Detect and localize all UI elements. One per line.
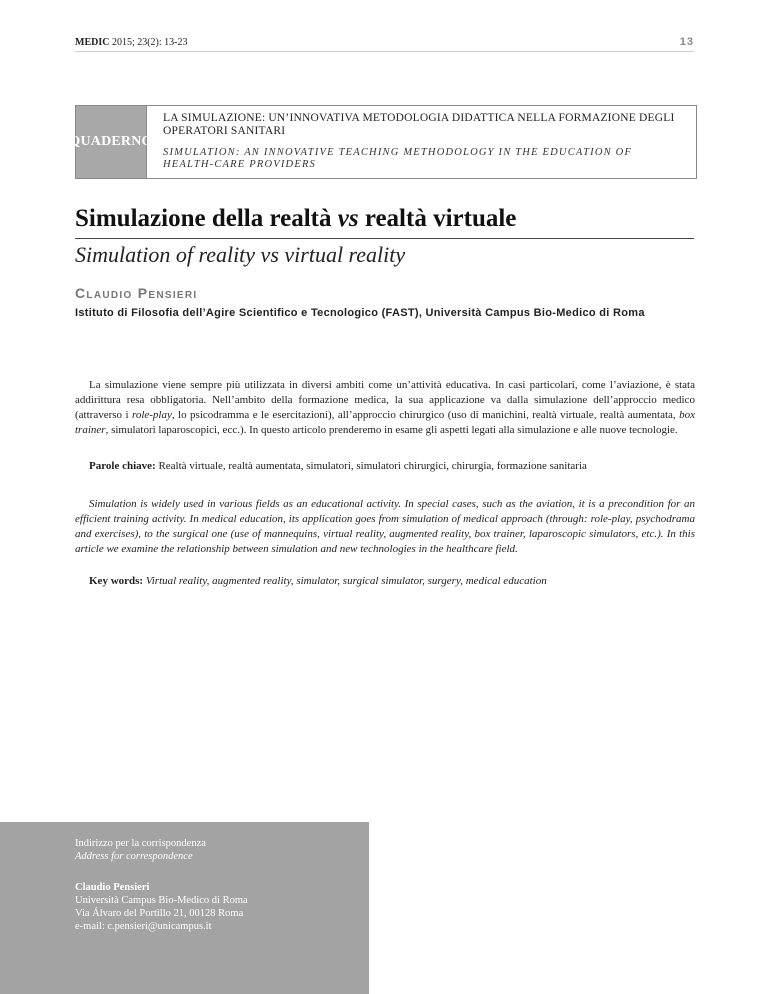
correspondence-box [0,822,369,994]
correspondence-heading-italian: Indirizzo per la corrispondenza [75,838,206,849]
section-title-italian: LA SIMULAZIONE: UN’INNOVATIVA METODOLOGIA DIDATTICA NELLA FORMAZIONE DEGLI OPERATORI SANITARI [163,112,675,137]
title-vs: vs [337,205,359,232]
abstract-it-text-2: , lo psicodramma e le esercitazioni), all’approccio chirurgico (uso di manichini, realtà virtuale, realtà aumentata, [171,409,680,421]
abstract-it-role-play: role-play [131,409,172,421]
correspondence-content [75,837,248,933]
keywords-en-label: Key words: [89,575,144,587]
correspondence-heading-english: Address for correspondence [75,851,193,862]
author-last-name: Pensieri [137,285,198,301]
section-titles [147,106,696,178]
correspondence-institution: Università Campus Bio-Medico di Roma [75,895,248,906]
correspondence-name: Claudio Pensieri [75,882,150,893]
abstract-italian [75,378,695,438]
section-label: QUADERNO [76,106,147,178]
keywords-english [75,574,695,589]
keywords-it-label: Parole chiave: [89,460,156,472]
section-title-english: SIMULATION: AN INNOVATIVE TEACHING METHODOLOGY IN THE EDUCATION OF HEALTH-CARE PROVIDERS [163,147,633,170]
title-part-1: Simulazione della realtà [75,205,338,232]
author-affiliation: Istituto di Filosofia dell’Agire Scientifico e Tecnologico (FAST), Università Campus Bio-Medico di Roma [75,307,645,319]
keywords-it-text: Realtà virtuale, realtà aumentata, simulatori, simulatori chirurgici, chirurgia, formazione sanitaria [155,460,587,472]
keywords-en-text: Virtual reality, augmented reality, simulator, surgical simulator, surgery, medical education [143,575,547,587]
page-number: 13 [679,36,694,48]
title-part-2: realtà virtuale [358,205,517,232]
abstract-it-text-1: La simulazione viene sempre più utilizzata in diversi ambiti come un’attività educativa. In casi particolari, come l’aviazione, è stata addirittura resa obbligatoria. Nell’ambito della formazione medica, la sua applicazione va dalla simulazione dell’approccio medico (attraverso i [75,379,695,421]
title-divider [75,238,694,239]
article-title [75,205,516,233]
author-name [75,285,198,301]
keywords-italian [75,459,695,474]
correspondence-address: Via Álvaro del Portillo 21, 00128 Roma [75,908,244,919]
abstract-it-box-trainer: box trainer [75,409,695,436]
section-box [69,105,697,179]
abstract-it-text-3: , simulatori laparoscopici, ecc.). In questo articolo prenderemo in esame gli aspetti legati alla simulazione e alle nuove tecnologie. [105,424,678,436]
abstract-en-text: Simulation is widely used in various fields as an educational activity. In special cases, such as the aviation, it is a precondition for an efficient training activity. In medical education, its application goes from simulation of medical approach (through: role-play, psychodrama and exercises), to the surgical one (use of mannequins, virtual reality, augmented reality, box trainer, laparoscopic simulators, etc.). In this article we examine the relationship between simulation and new technologies in the healthcare field. [75,498,695,555]
article-subtitle: Simulation of reality vs virtual reality [75,242,406,267]
correspondence-email[interactable]: e-mail: c.pensieri@unicampus.it [75,921,212,932]
running-header [75,37,188,48]
citation: 2015; 23(2): 13-23 [111,37,188,48]
author-first-name: Claudio [75,285,133,301]
abstract-english [75,497,695,557]
journal-name: MEDIC [75,37,110,48]
header-divider [75,51,694,52]
